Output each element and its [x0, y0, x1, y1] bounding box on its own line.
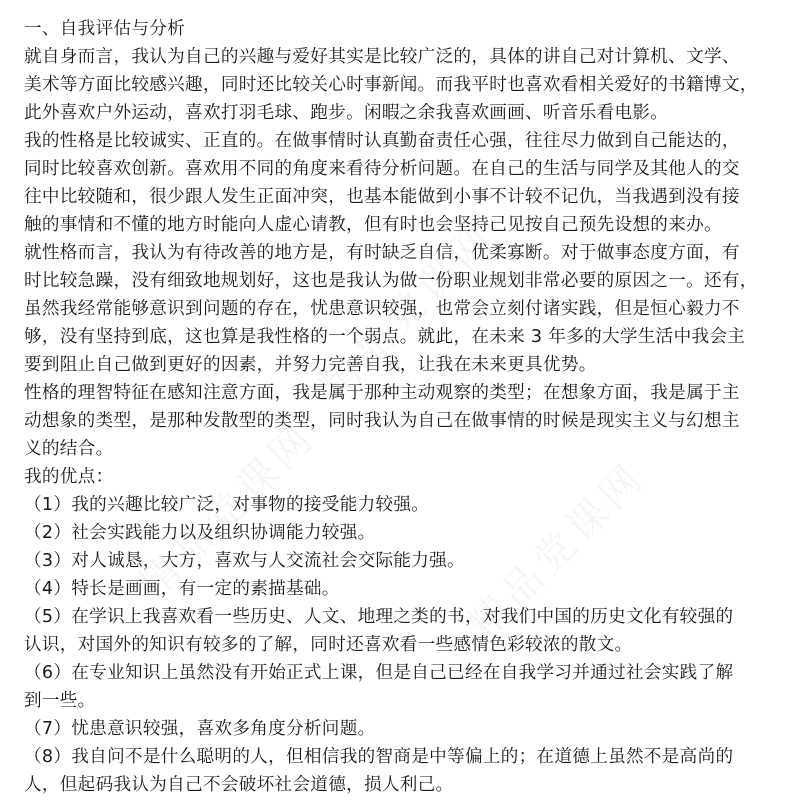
paragraph-line: 触的事情和不懂的地方时能向人虚心请教，但有时也会坚持己见按自己预先设想的来办。: [24, 215, 722, 235]
paragraph-line: 此外喜欢户外运动，喜欢打羽毛球、跑步。闲暇之余我喜欢画画、听音乐看电影。: [24, 103, 669, 123]
strengths-heading: 我的优点：: [24, 467, 114, 487]
paragraph-line: 同时比较喜欢创新。喜欢用不同的角度来看待分析问题。在自己的生活与同学及其他人的交: [24, 159, 740, 179]
paragraph-line: 虽然我经常能够意识到问题的存在，忧患意识较强，也常会立刻付诸实践，但是恒心毅力不: [24, 299, 740, 319]
paragraph-line: 要到阻止自己做到更好的因素，并努力完善自我，让我在未来更具优势。: [24, 355, 597, 375]
list-item: （4）特长是画画，有一定的素描基础。: [24, 579, 340, 599]
list-item: （1）我的兴趣比较广泛，对事物的接受能力较强。: [24, 495, 430, 515]
paragraph-line: 动想象的类型，是那种发散型的类型，同时我认为自己在做事情的时候是现实主义与幻想主: [24, 411, 740, 431]
list-item-continuation: 人，但起码我认为自己不会破坏社会道德，损人利己。: [24, 775, 454, 795]
paragraph-line: 时比较急躁，没有细致地规划好，这也是我认为做一份职业规划非常必要的原因之一。还有，: [24, 271, 758, 291]
document-body: [24, 15, 784, 799]
paragraph-line: 义的结合。: [24, 439, 114, 459]
list-item: （5）在学识上我喜欢看一些历史、人文、地理之类的书，对我们中国的历史文化有较强的: [24, 607, 734, 627]
list-item: （3）对人诚恳，大方，喜欢与人交流社会交际能力强。: [24, 551, 465, 571]
list-item: （8）我自问不是什么聪明的人，但相信我的智商是中等偏上的；在道德上虽然不是高尚的: [24, 747, 734, 767]
paragraph-line: 性格的理智特征在感知注意方面，我是属于那种主动观察的类型；在想象方面，我是属于主: [24, 383, 740, 403]
list-item-continuation: 认识，对国外的知识有较多的了解，同时还喜欢看一些感情色彩较浓的散文。: [24, 635, 633, 655]
list-item: （6）在专业知识上虽然没有开始正式上课，但是自己已经在自我学习并通过社会实践了解: [24, 663, 734, 683]
list-item: （2）社会实践能力以及组织协调能力较强。: [24, 523, 376, 543]
list-item-continuation: 到一些。: [24, 691, 96, 711]
paragraph-line: 我的性格是比较诚实、正直的。在做事情时认真勤奋责任心强，往往尽力做到自己能达的，: [24, 131, 740, 151]
paragraph-line: 美术等方面比较感兴趣，同时还比较关心时事新闻。而我平时也喜欢看相关爱好的书籍博文，: [24, 75, 758, 95]
paragraph-line: 往中比较随和，很少跟人发生正面冲突，也基本能做到小事不计较不记仇，当我遇到没有接: [24, 187, 740, 207]
paragraph-line: 就性格而言，我认为有待改善的地方是，有时缺乏自信，优柔寡断。对于做事态度方面，有: [24, 243, 740, 263]
paragraph-line: 够，没有坚持到底，这也算是我性格的一个弱点。就此，在未来 3 年多的大学生活中我会主: [24, 327, 746, 347]
paragraph-line: 就自身而言，我认为自己的兴趣与爱好其实是比较广泛的，具体的讲自己对计算机、文学、: [24, 47, 740, 67]
list-item: （7）忧患意识较强，喜欢多角度分析问题。: [24, 719, 376, 739]
section-heading: 一、自我评估与分析: [24, 19, 186, 39]
